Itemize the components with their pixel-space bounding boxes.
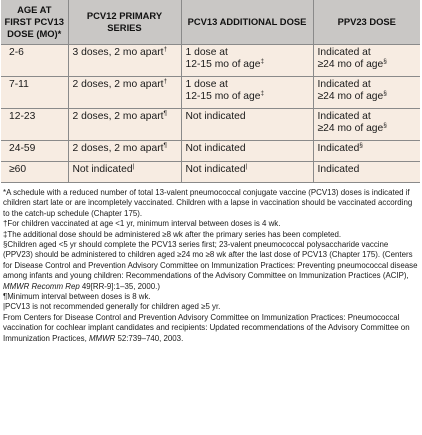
cell-additional: Not indicated|: [181, 162, 313, 183]
header-age: AGE AT FIRST PCV13 DOSE (MO)*: [1, 0, 68, 45]
cell-primary: 2 doses, 2 mo apart¶: [68, 141, 181, 162]
cell-age: 2-6: [1, 45, 68, 77]
cell-primary: 2 doses, 2 mo apart¶: [68, 109, 181, 141]
journal-citation: MMWR: [88, 333, 116, 343]
vaccine-schedule-table: [1, 0, 420, 183]
cell-additional: Not indicated: [181, 141, 313, 162]
footnote-dagger: †For children vaccinated at age <1 yr, minimum interval between doses is 4 wk.: [3, 219, 281, 229]
journal-citation: MMWR Recomm Rep: [3, 281, 80, 291]
cell-age: ≥60: [1, 162, 68, 183]
table-header-row: [1, 0, 420, 45]
table-row: [1, 162, 420, 183]
cell-primary: Not indicated|: [68, 162, 181, 183]
cell-ppv23: Indicated at ≥24 mo of age§: [313, 77, 420, 109]
table-footnotes: [3, 188, 419, 344]
table-row: [1, 141, 420, 162]
table-row: [1, 77, 420, 109]
footnote-double-dagger: ‡The additional dose should be administered ≥8 wk after the primary series has been completed.: [3, 229, 342, 239]
cell-additional: 1 dose at 12-15 mo of age‡: [181, 45, 313, 77]
cell-age: 7-11: [1, 77, 68, 109]
header-pcv12-primary: PCV12 PRIMARY SERIES: [68, 0, 181, 45]
cell-age: 12-23: [1, 109, 68, 141]
source-citation: From Centers for Disease Control and Prevention Advisory Committee on Immunization Practices: Pneumococcal vaccination for cochlear implant candidates and recipients: Updated recommendations of the Advisory Committee on Immunization Practices, MMWR 52:739–740, 2003.: [3, 312, 410, 343]
cell-additional: 1 dose at 12-15 mo of age‡: [181, 77, 313, 109]
footnote-asterisk: *A schedule with a reduced number of total 13-valent pneumococcal conjugate vaccine (PCV13) doses is indicated if children start late or are incompletely vaccinated. Children with a lapse in vaccination should be vaccinated according to the catch-up schedule (Chapter 175).: [3, 188, 413, 218]
header-ppv23: PPV23 DOSE: [313, 0, 420, 45]
cell-primary: 3 doses, 2 mo apart†: [68, 45, 181, 77]
cell-primary: 2 doses, 2 mo apart†: [68, 77, 181, 109]
cell-ppv23: Indicated at ≥24 mo of age§: [313, 45, 420, 77]
header-pcv13-additional: PCV13 ADDITIONAL DOSE: [181, 0, 313, 45]
table-row: [1, 45, 420, 77]
cell-age: 24-59: [1, 141, 68, 162]
cell-ppv23: Indicated§: [313, 141, 420, 162]
table-row: [1, 109, 420, 141]
footnote-bar: |PCV13 is not recommended generally for children aged ≥5 yr.: [3, 302, 221, 312]
cell-ppv23: Indicated: [313, 162, 420, 183]
cell-additional: Not indicated: [181, 109, 313, 141]
footnote-section: §Children aged <5 yr should complete the PCV13 series first; 23-valent pneumococcal polysaccharide vaccine (PPV23) should be administered to children aged ≥24 mo ≥8 wk after the last dose of PCV13 (Chapter 175). (Centers for Disease Control and Prevention Advisory Committee on Immunization Practices: Preventing pneumococcal disease among infants and young children: Recommendations of the Advisory Committee on Immunization Practices (ACIP), MMWR Recomm Rep 49[RR-9]:1–35, 2000.): [3, 240, 418, 291]
footnote-pilcrow: ¶Minimum interval between doses is 8 wk.: [3, 292, 151, 302]
cell-ppv23: Indicated at ≥24 mo of age§: [313, 109, 420, 141]
